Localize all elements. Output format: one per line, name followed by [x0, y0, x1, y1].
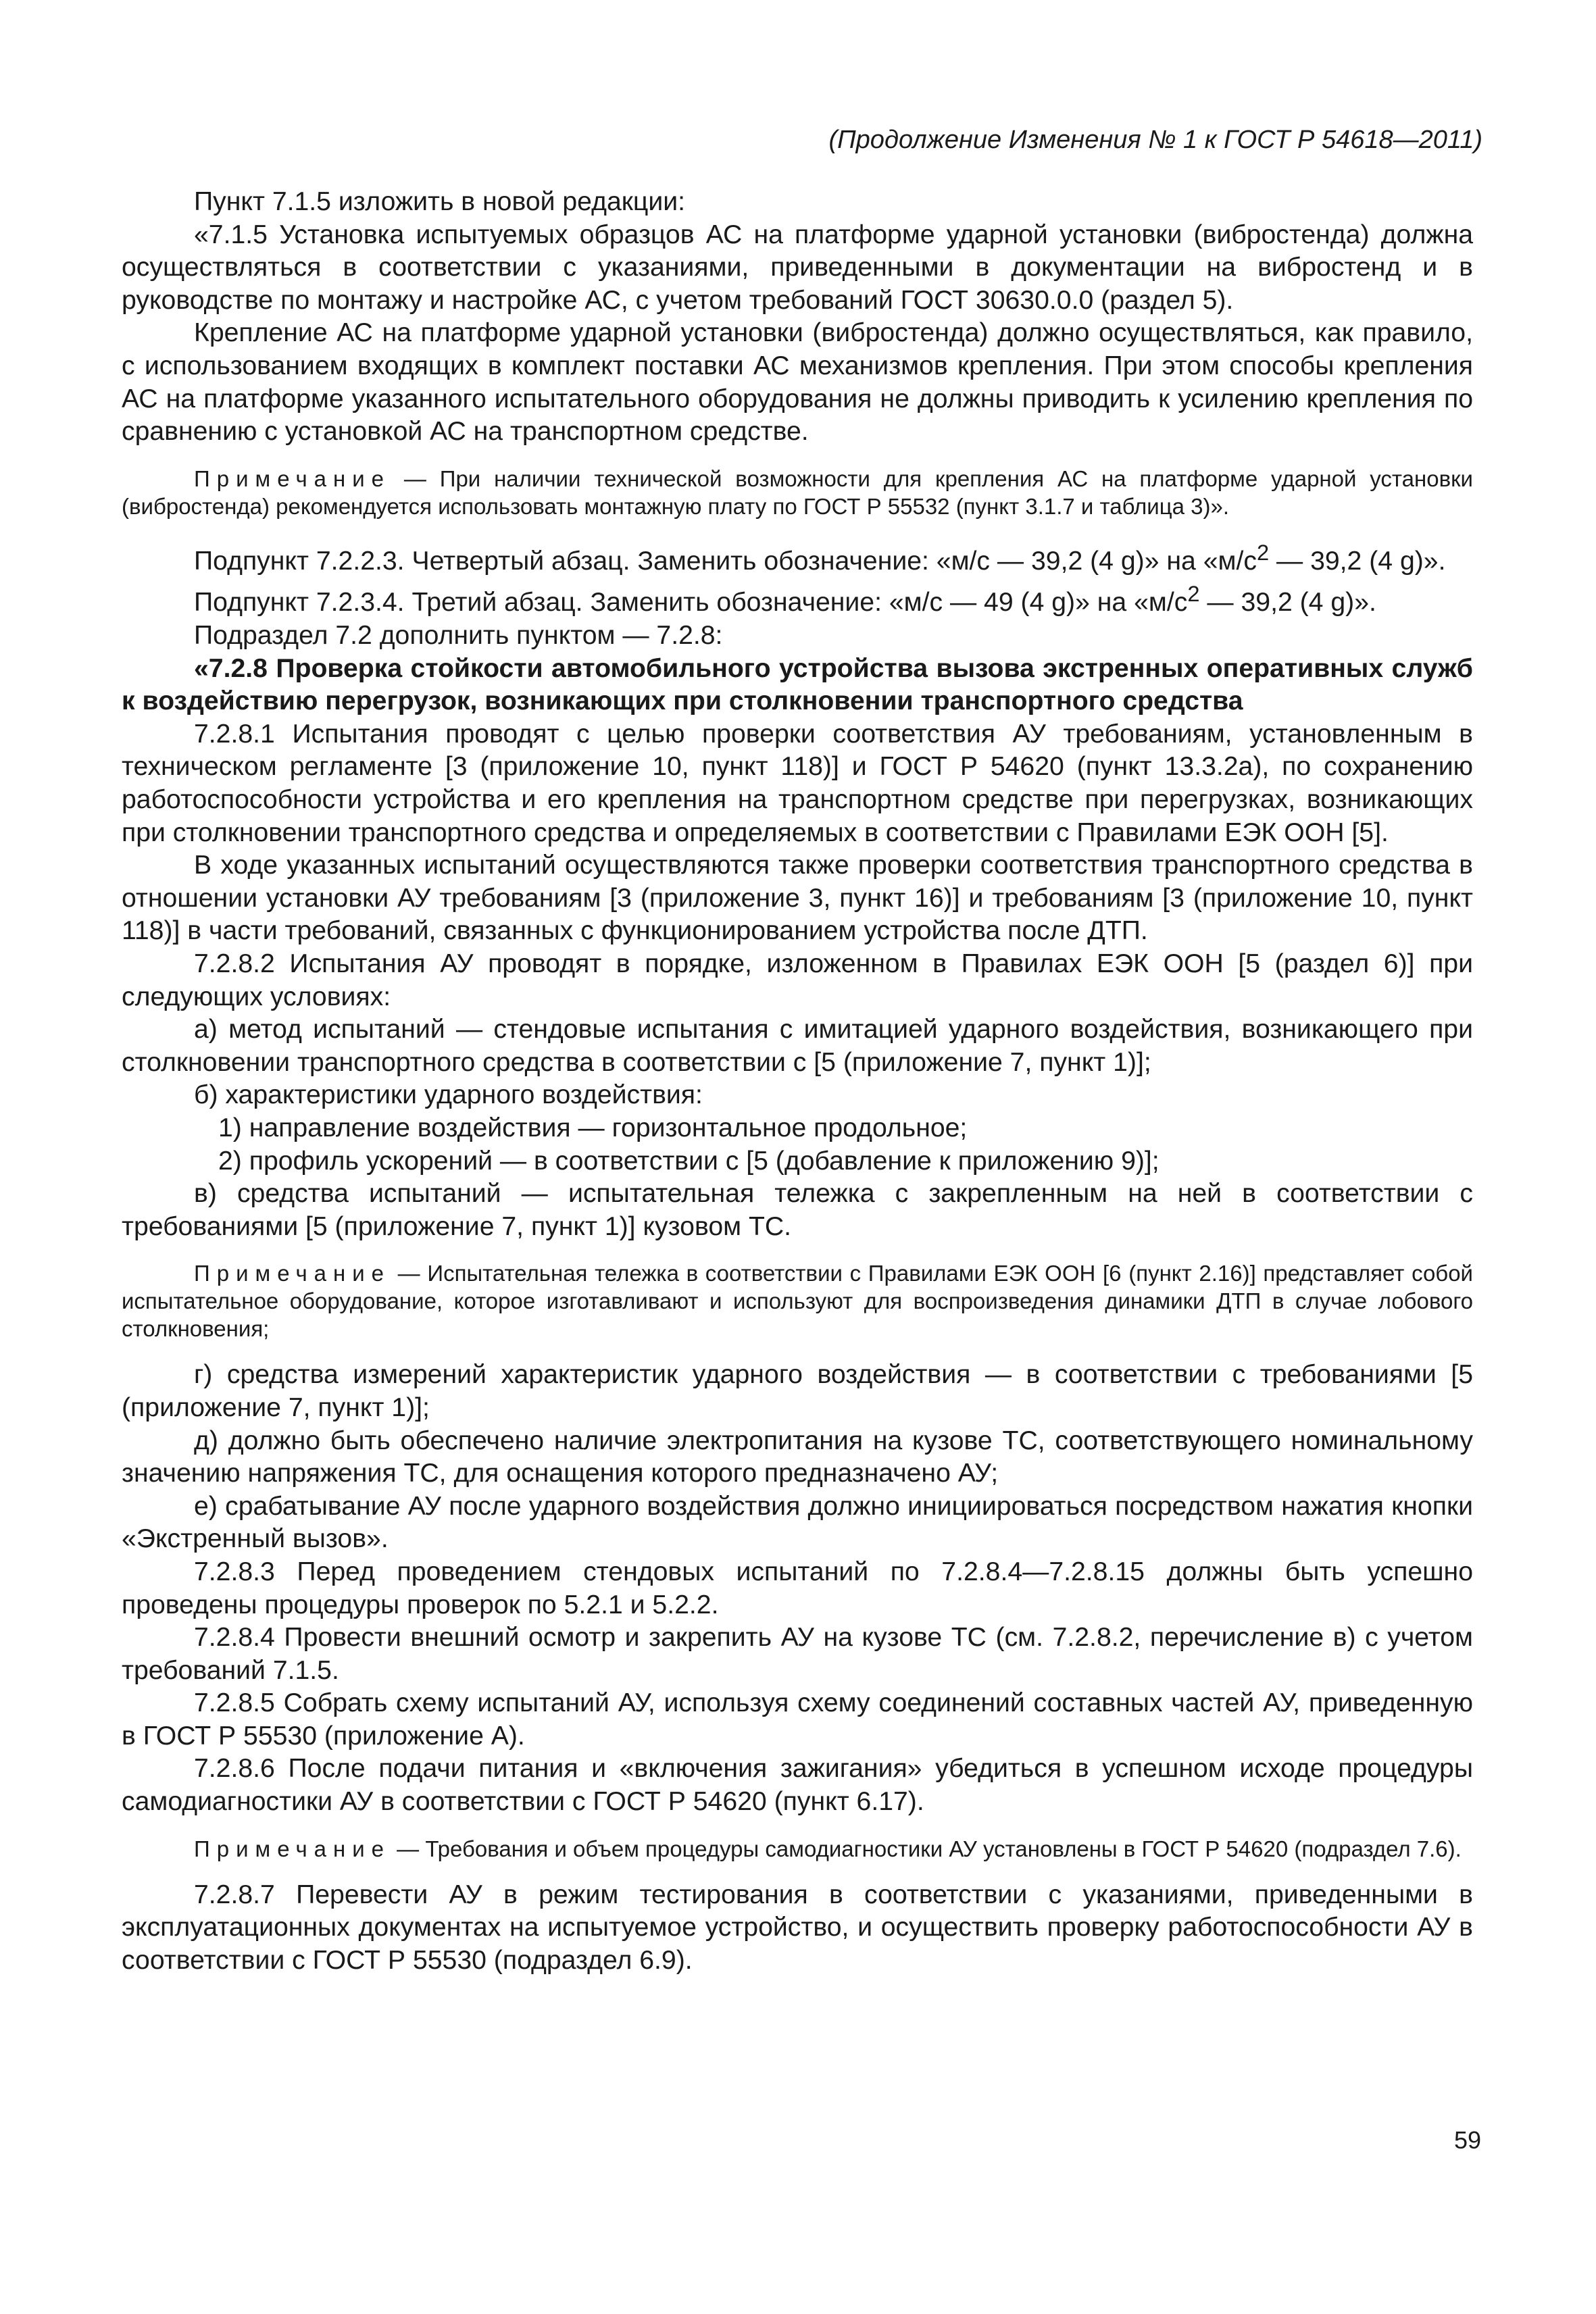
note-text: — Требования и объем процедуры самодиагностики АУ установлены в ГОСТ Р 54620 (подраздел 7.6).: [391, 1836, 1462, 1861]
note-label: Примечание: [194, 1836, 391, 1861]
note-text: — Испытательная тележка в соответствии с Правилами ЕЭК ООН [6 (пункт 2.16)] представляет собой испытательное оборудование, которое изготавливают и используют для воспроизведения динамики ДТП в случае лобового столкновения;: [122, 1261, 1473, 1342]
list-item: в) средства испытаний — испытательная тележка с закрепленным на ней в соответствии с требованиями [5 (приложение 7, пункт 1)] кузовом ТС.: [122, 1179, 1473, 1241]
paragraph: 7.2.8.4 Провести внешний осмотр и закрепить АУ на кузове ТС (см. 7.2.8.2, перечисление в) с учетом требований 7.1.5.: [122, 1623, 1473, 1685]
paragraph: Крепление АС на платформе ударной установки (вибростенда) должно осуществляться, как правило, с использованием входящих в комплект поставки АС механизмов крепления. При этом способы крепления АС на платформе указанного испытательного оборудования не должны приводить к усилению крепления по сравнению с установкой АС на транспортном средстве.: [122, 318, 1473, 447]
paragraph-text: Подпункт 7.2.2.3. Четвертый абзац. Заменить обозначение: «м/с — 39,2 (4 g)» на «м/с: [194, 546, 1257, 576]
list-item: г) средства измерений характеристик ударного воздействия — в соответствии с требованиями [5 (приложение 7, пункт 1)];: [122, 1360, 1473, 1422]
paragraph-text: — 39,2 (4 g)».: [1199, 588, 1376, 618]
list-item: е) срабатывание АУ после ударного воздействия должно инициироваться посредством нажатия кнопки «Экстренный вызов».: [122, 1491, 1473, 1554]
paragraph: 7.2.8.1 Испытания проводят с целью проверки соответствия АУ требованиям, установленным в техническом регламенте [3 (приложение 10, пункт 118)] и ГОСТ Р 54620 (пункт 13.3.2а), по сохранению работоспособности устройства и его крепления на транспортном средстве при перегрузках, возникающих при столкновении транспортного средства и определяемых в соответствии с Правилами ЕЭК ООН [5].: [122, 719, 1473, 847]
paragraph: 7.2.8.7 Перевести АУ в режим тестирования в соответствии с указаниями, приведенными в эксплуатационных документах на испытуемое устройство, и осуществить проверку работоспособности АУ в соответствии с ГОСТ Р 55530 (подраздел 6.9).: [122, 1880, 1473, 1975]
paragraph: 7.2.8.3 Перед проведением стендовых испытаний по 7.2.8.4—7.2.8.15 должны быть успешно проведены процедуры проверок по 5.2.1 и 5.2.2.: [122, 1557, 1473, 1619]
paragraph-text: — 39,2 (4 g)».: [1269, 546, 1446, 576]
paragraph: 7.2.8.5 Собрать схему испытаний АУ, используя схему соединений составных частей АУ, приведенную в ГОСТ Р 55530 (приложение А).: [122, 1688, 1473, 1751]
running-header: (Продолжение Изменения № 1 к ГОСТ Р 54618—2011): [828, 126, 1482, 154]
paragraph: 7.2.8.6 После подачи питания и «включения зажигания» убедиться в успешном исходе процедуры самодиагностики АУ в соответствии с ГОСТ Р 54620 (пункт 6.17).: [122, 1754, 1473, 1817]
list-item: а) метод испытаний — стендовые испытания с имитацией ударного воздействия, возникающего при столкновении транспортного средства в соответствии с [5 (приложение 7, пункт 1)];: [122, 1015, 1473, 1077]
paragraph: [122, 578, 1473, 620]
note: [122, 1835, 1473, 1863]
sub-list-item: 1) направление воздействия — горизонтальное продольное;: [218, 1113, 968, 1142]
list-item: б) характеристики ударного воздействия:: [194, 1080, 703, 1110]
note: [122, 465, 1473, 520]
page-number: 59: [1453, 2126, 1481, 2154]
superscript: 2: [1187, 581, 1200, 607]
note: [122, 1259, 1473, 1342]
note-label: Примечание: [194, 1261, 391, 1286]
paragraph: Пункт 7.1.5 изложить в новой редакции:: [194, 187, 686, 216]
paragraph: В ходе указанных испытаний осуществляются также проверки соответствия транспортного средства в отношении установки АУ требованиям [3 (приложение 3, пункт 16)] и требованиям [3 (приложение 10, пункт 118)] в части требований, связанных с функционированием устройства после ДТП.: [122, 851, 1473, 946]
note-text: — При наличии технической возможности для крепления АС на платформе ударной установки (вибростенда) рекомендуется использовать монтажную плату по ГОСТ Р 55532 (пункт 3.1.7 и таблица 3)».: [122, 466, 1473, 519]
paragraph: [122, 536, 1473, 578]
paragraph: 7.2.8.2 Испытания АУ проводят в порядке, изложенном в Правилах ЕЭК ООН [5 (раздел 6)] при следующих условиях:: [122, 949, 1473, 1011]
section-heading: «7.2.8 Проверка стойкости автомобильного устройства вызова экстренных оперативных служб к воздействию перегрузок, возникающих при столкновении транспортного средства: [122, 653, 1473, 716]
paragraph: «7.1.5 Установка испытуемых образцов АС на платформе ударной установки (вибростенда) должна осуществляться в соответствии с указаниями, приведенными в документации на вибростенд и в руководстве по монтажу и настройке АС, с учетом требований ГОСТ 30630.0.0 (раздел 5).: [122, 220, 1473, 315]
sub-list-item: 2) профиль ускорений — в соответствии с [5 (добавление к приложению 9)];: [218, 1146, 1159, 1176]
document-body: [122, 186, 1473, 1977]
superscript: 2: [1256, 539, 1270, 565]
note-label: Примечание: [194, 466, 391, 491]
paragraph: Подраздел 7.2 дополнить пунктом — 7.2.8:: [194, 621, 723, 651]
paragraph-text: Подпункт 7.2.3.4. Третий абзац. Заменить обозначение: «м/с — 49 (4 g)» на «м/с: [194, 588, 1188, 618]
list-item: д) должно быть обеспечено наличие электропитания на кузове ТС, соответствующего номинальному значению напряжения ТС, для оснащения которого предназначено АУ;: [122, 1426, 1473, 1488]
